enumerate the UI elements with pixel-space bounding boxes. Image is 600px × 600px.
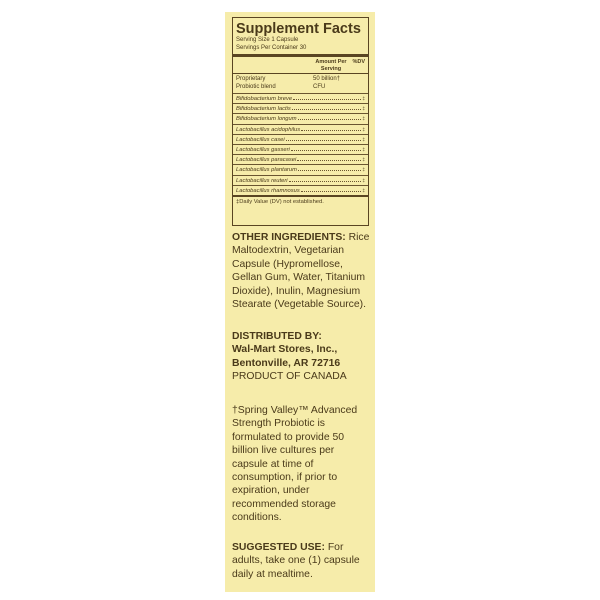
- potency-claim: †Spring Valley™ Advanced Strength Probiotic is formulated to provide 50 billion live cultures per capsule at time of consumption, if prior to expiration, under recommended storage conditions.: [232, 405, 358, 524]
- strain-row: [233, 103, 368, 113]
- other-ingredients: [232, 231, 372, 311]
- header-amount: Amount Per Serving: [315, 59, 347, 72]
- leader-dots: [301, 191, 362, 192]
- leader-dots: [291, 150, 362, 151]
- strain-row: [233, 134, 368, 144]
- strain-dv-mark: ‡: [362, 167, 365, 173]
- blend-amount-line2: CFU: [313, 83, 326, 90]
- leader-dots: [289, 181, 362, 182]
- strain-row: [233, 144, 368, 154]
- strain-name: Lactobacillus acidophilus: [236, 126, 301, 133]
- facts-header-row: [236, 57, 365, 73]
- servings-per-container: Servings Per Container 30: [236, 44, 307, 51]
- suggested-use-label: SUGGESTED USE:: [232, 542, 325, 553]
- strain-row: [233, 93, 368, 103]
- distributor-line2: Bentonville, AR 72716: [232, 357, 341, 369]
- strain-name: Lactobacillus gasseri: [236, 146, 290, 153]
- strain-name: Lactobacillus plantarum: [236, 167, 297, 174]
- strain-row: [233, 175, 368, 185]
- strain-dv-mark: ‡: [362, 177, 365, 183]
- strain-dv-mark: ‡: [362, 136, 365, 142]
- suggested-use: [232, 541, 372, 581]
- strain-name: Lactobacillus casei: [236, 136, 285, 143]
- blend-name-line2: Probiotic blend: [236, 83, 276, 90]
- strain-dv-mark: ‡: [362, 146, 365, 152]
- leader-dots: [286, 140, 362, 141]
- strain-dv-mark: ‡: [362, 126, 365, 132]
- blend-row: [236, 74, 365, 93]
- strain-row: [233, 185, 368, 195]
- leader-dots: [298, 119, 362, 120]
- supplement-facts-box: [232, 17, 369, 226]
- suggested-use-text: For adults, take one (1) capsule daily at mealtime.: [232, 542, 360, 580]
- strain-dv-mark: ‡: [362, 106, 365, 112]
- other-ingredients-label: OTHER INGREDIENTS:: [232, 232, 346, 243]
- distributor-block: [232, 330, 372, 384]
- other-ingredients-text: Rice Maltodextrin, Vegetarian Capsule (Hypromellose, Gellan Gum, Water, Titanium Dioxide), Inulin, Magnesium Stearate (Vegetable Source).: [232, 232, 370, 311]
- strain-dv-mark: ‡: [362, 116, 365, 122]
- serving-size: Serving Size 1 Capsule: [236, 37, 299, 43]
- leader-dots: [293, 99, 361, 100]
- strain-name: Lactobacillus rhamnosus: [236, 187, 300, 194]
- strain-row: [233, 154, 368, 164]
- facts-footnote: ‡Daily Value (DV) not established.: [236, 198, 324, 205]
- strain-name: Bifidobacterium longum: [236, 116, 297, 123]
- blend-amount-line1: 50 billion†: [313, 76, 341, 82]
- strain-row: [233, 113, 368, 123]
- strain-row: [233, 124, 368, 134]
- strain-dv-mark: ‡: [362, 157, 365, 163]
- distributor-label: DISTRIBUTED BY:: [232, 331, 322, 342]
- header-dv: %DV: [352, 59, 365, 65]
- strain-name: Lactobacillus paracasei: [236, 157, 297, 164]
- leader-dots: [301, 130, 361, 131]
- strain-name: Bifidobacterium lactis: [236, 106, 291, 113]
- blend-name-line1: Proprietary: [236, 76, 266, 82]
- strain-dv-mark: ‡: [362, 96, 365, 101]
- strain-dv-mark: ‡: [362, 187, 365, 193]
- leader-dots: [298, 170, 362, 171]
- strain-row: [233, 164, 368, 174]
- leader-dots: [297, 160, 361, 161]
- distributor-line1: Wal-Mart Stores, Inc.,: [232, 344, 338, 356]
- blend-dv: [349, 76, 365, 91]
- leader-dots: [292, 109, 362, 110]
- strain-name: Bifidobacterium breve: [236, 96, 293, 102]
- facts-title: Supplement Facts: [236, 21, 361, 37]
- distributor-line3: PRODUCT OF CANADA: [232, 371, 347, 383]
- strain-name: Lactobacillus reuteri: [236, 177, 288, 184]
